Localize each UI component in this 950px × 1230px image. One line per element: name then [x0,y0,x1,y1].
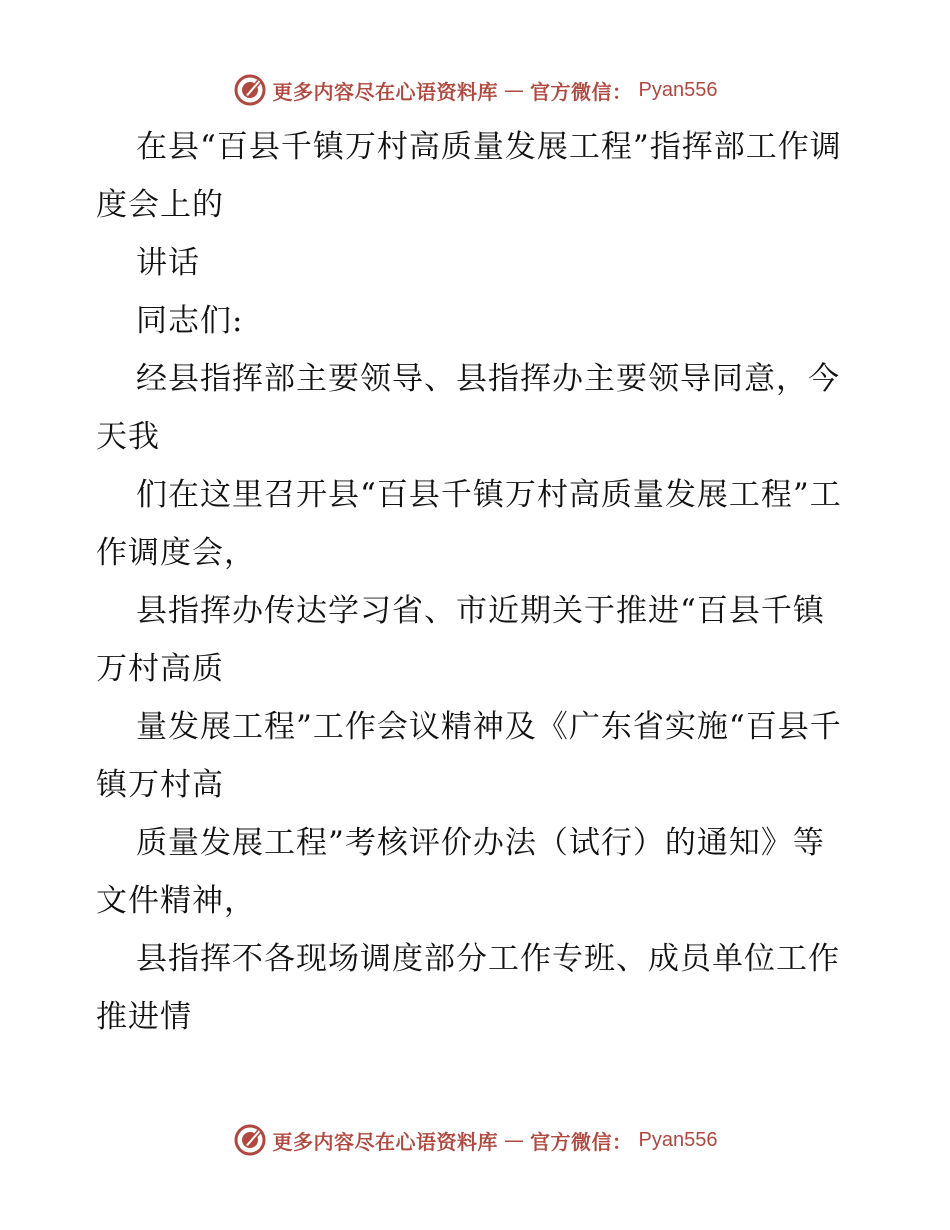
footer-watermark-banner [0,1120,950,1160]
document-body [96,118,856,1046]
seal-logo-icon [233,73,267,107]
paragraph-title-speech: 讲话 [136,245,200,281]
banner-slogan: 更多内容尽在心语资料库 [272,79,499,104]
banner-wechat-label: 官方微信： [530,1129,633,1154]
paragraph-body-2: 们在这里召开县“百县千镇万村高质量发展工程”工作调度会， [96,477,842,571]
paragraph-body-3: 县指挥办传达学习省、市近期关于推进“百县千镇万村高质 [96,593,825,687]
seal-logo-icon [233,1123,267,1157]
banner-dash: — [504,1128,525,1152]
paragraph-body-5: 质量发展工程”考核评价办法（试行）的通知》等文件精神， [96,825,825,919]
paragraph-salutation: 同志们: [136,303,244,339]
banner-wechat-id: Pyan556 [638,1128,718,1151]
banner-wechat-label: 官方微信： [530,79,633,104]
header-watermark-banner [0,70,950,110]
paragraph-body-4: 量发展工程”工作会议精神及《广东省实施“百县千镇万村高 [96,709,842,803]
paragraph-body-6: 县指挥不各现场调度部分工作专班、成员单位工作推进情 [96,941,840,1035]
banner-wechat-id: Pyan556 [638,78,718,101]
paragraph-title-line: 在县“百县千镇万村高质量发展工程”指挥部工作调度会上的 [96,129,842,223]
paragraph-body-1: 经县指挥部主要领导、县指挥办主要领导同意，今天我 [96,361,840,455]
banner-dash: — [504,78,525,102]
banner-slogan: 更多内容尽在心语资料库 [272,1129,499,1154]
